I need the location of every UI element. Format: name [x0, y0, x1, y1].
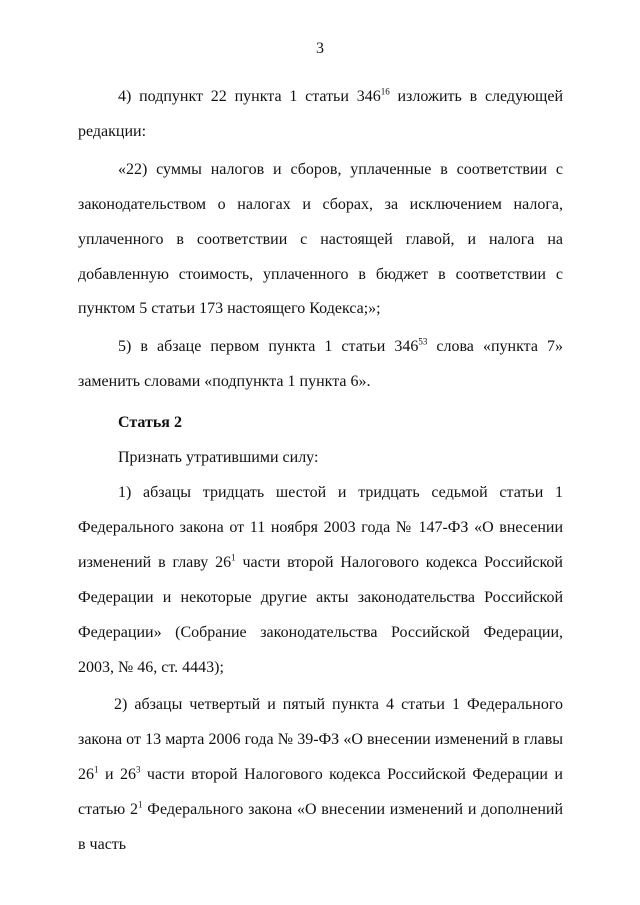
paragraph-item-5: [78, 330, 563, 400]
item-4-superscript: 16: [380, 86, 390, 97]
item-5-text-b: слова «пункта 7» заменить словами «подпункта 1 пункта 6».: [78, 338, 563, 391]
article-2-item-2-text-c: части второй Налогового кодекса Российской Федерации и статью 2: [78, 766, 563, 819]
paragraph-item-4: [78, 80, 563, 150]
article-2-item-2-text-b: и 26: [98, 766, 136, 784]
item-4-text-b: изложить в следующей редакции:: [78, 88, 564, 140]
page-number: 3: [316, 40, 324, 57]
article-2-item-2-superscript-b: 3: [135, 764, 141, 775]
article-2-item-2-superscript-a: 1: [94, 764, 99, 775]
document-body: [78, 80, 563, 863]
item-5-text-a: 5) в абзаце первом пункта 1 статьи 346: [118, 338, 419, 356]
article-2-item-1-text-a: 1) абзацы тридцать шестой и тридцать седьмой статьи 1 Федерального закона от 11 ноября 2003 года № 147-ФЗ «О внесении изменений в главу 26: [78, 483, 563, 571]
paragraph-quote-22: «22) суммы налогов и сборов, уплаченные в соответствии с законодательством о налогах и сборах, за исключением налога, уплаченного в соответствии с настоящей главой, и налога на добавленную стоимость, уплаченного в бюджет в соответствии с пунктом 5 статьи 173 настоящего Кодекса;»;: [78, 160, 563, 318]
article-2-heading: Статья 2: [118, 414, 182, 432]
article-2-item-1-text-b: части второй Налогового кодекса Российской Федерации и некоторые другие акты законодательства Российской Федерации» (Собрание законодательства Российской Федерации, 2003, № 46, ст. 4443);: [78, 553, 563, 676]
item-4-text-a: 4) подпункт 22 пункта 1 статьи 346: [118, 88, 381, 105]
item-5-superscript: 53: [418, 337, 428, 348]
article-2-item-1-superscript: 1: [231, 552, 236, 563]
article-2-item-2-superscript-c: 1: [138, 799, 143, 810]
article-2-item-2-text-a: 2) абзацы четвертый и пятый пункта 4 статьи 1 Федерального закона от 13 марта 2006 года № 39-ФЗ «О внесении изменений в главы 26: [78, 696, 563, 784]
article-2-item-2-text-d: Федерального закона «О внесении изменений и дополнений в часть: [78, 801, 564, 854]
article-2-item-1: [78, 476, 563, 685]
article-2-item-2: [78, 688, 563, 863]
article-2-intro: Признать утратившими силу:: [118, 449, 319, 467]
